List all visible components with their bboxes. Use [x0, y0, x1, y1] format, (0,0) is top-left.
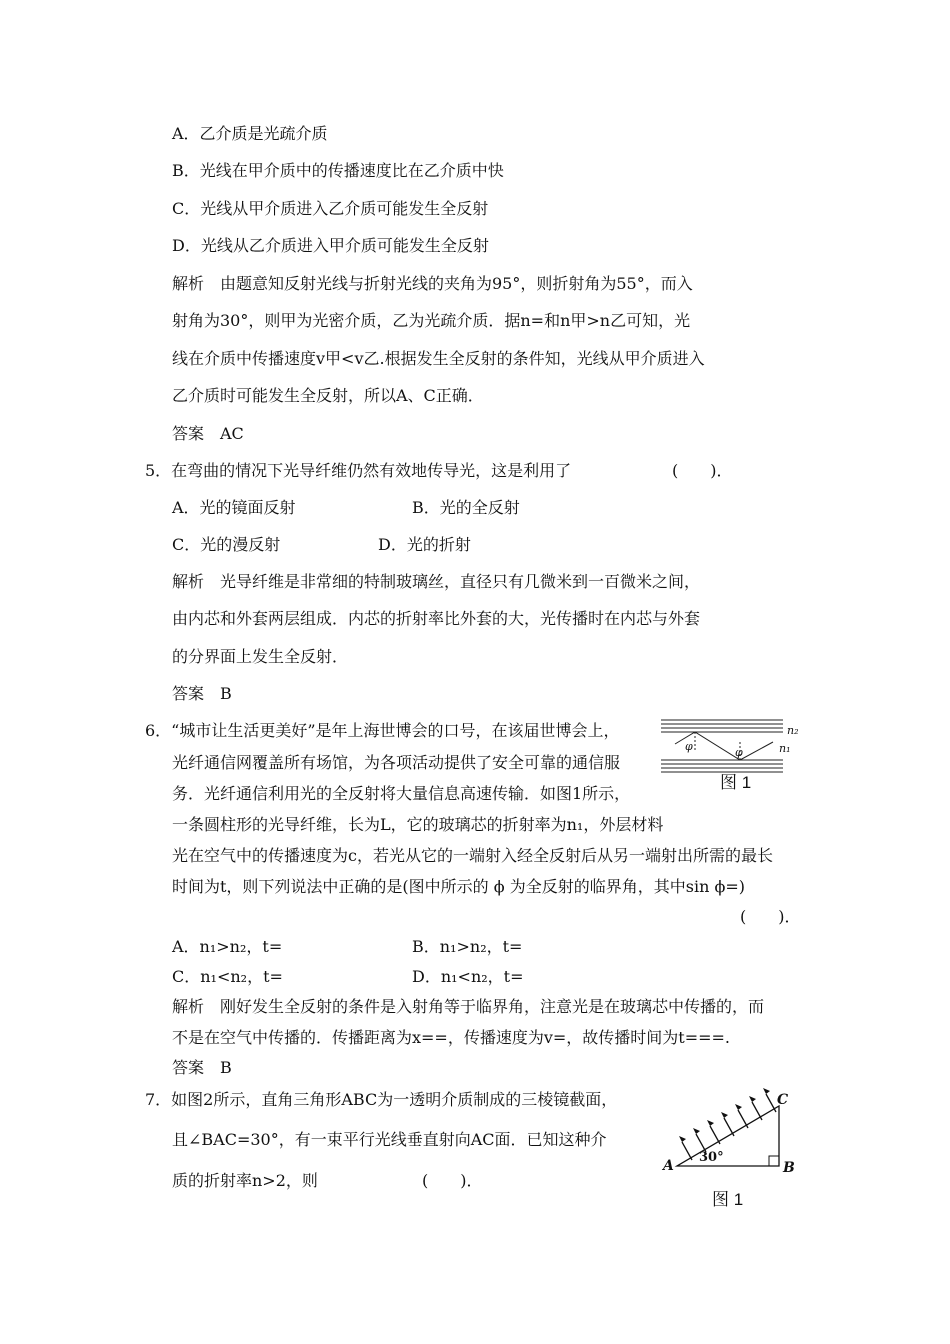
- q6-stem-line: 光纤通信网覆盖所有场馆，为各项活动提供了安全可靠的通信服: [172, 753, 621, 772]
- q4-option-b: B．光线在甲介质中的传播速度比在乙介质中快: [172, 161, 504, 180]
- figure-caption: 图 1: [712, 1190, 744, 1209]
- q7-stem-line: 且∠BAC=30°，有一束平行光线垂直射向AC面．已知这种介: [172, 1130, 607, 1149]
- q7-stem-line: 质的折射率n>2，则: [172, 1171, 318, 1190]
- q5-option-d: D．光的折射: [378, 535, 471, 554]
- q6-analysis-line: 解析 刚好发生全反射的条件是入射角等于临界角，注意光是在玻璃芯中传播的，而: [172, 997, 765, 1016]
- q5-option-c: C．光的漫反射: [172, 535, 281, 554]
- n1-label: n₁: [779, 742, 791, 755]
- q4-option-c: C．光线从甲介质进入乙介质可能发生全反射: [172, 199, 489, 218]
- q6-stem-line: 光在空气中的传播速度为c，若光从它的一端射入经全反射后从另一端射出所需的最长: [172, 846, 773, 865]
- q5-stem: 5．在弯曲的情况下光导纤维仍然有效地传导光，这是利用了: [145, 461, 572, 480]
- q5-analysis-line: 的分界面上发生全反射．: [172, 647, 349, 666]
- q7-stem-line: 7．如图2所示，直角三角形ABC为一透明介质制成的三棱镜截面，: [145, 1090, 618, 1109]
- q6-stem-line: 一条圆柱形的光导纤维，长为L，它的玻璃芯的折射率为n₁，外层材料: [172, 815, 664, 834]
- q5-analysis-line: 解析 光导纤维是非常细的特制玻璃丝，直径只有几微米到一百微米之间，: [172, 572, 701, 591]
- q6-answer-blank: ( )．: [740, 907, 801, 926]
- q6-option-b: B．n₁>n₂，t=: [412, 937, 523, 956]
- q6-stem-line: 时间为t，则下列说法中正确的是(图中所示的 ϕ 为全反射的临界角，其中sin ϕ=): [172, 877, 746, 896]
- q5-option-a: A．光的镜面反射: [172, 498, 296, 517]
- figure-caption: 图 1: [720, 773, 752, 792]
- q6-analysis-line: 不是在空气中传播的．传播距离为x==，传播速度为v=，故传播时间为t===.: [172, 1028, 731, 1047]
- q5-option-b: B．光的全反射: [412, 498, 520, 517]
- vertex-a-label: A: [663, 1158, 674, 1174]
- q6-stem-line: 6．“城市让生活更美好”是年上海世博会的口号，在该届世博会上，: [145, 721, 620, 740]
- q4-analysis-line: 乙介质时可能发生全反射，所以A、C正确．: [172, 386, 484, 405]
- phi-label: φ: [735, 746, 743, 759]
- q6-option-a: A．n₁>n₂，t=: [172, 937, 283, 956]
- phi-label: φ: [685, 740, 693, 753]
- q6-stem-line: 务．光纤通信利用光的全反射将大量信息高速传输．如图1所示，: [172, 784, 631, 803]
- q5-answer: 答案 B: [172, 684, 232, 703]
- prism-figure: [655, 1088, 805, 1180]
- q4-option-a: A．乙介质是光疏介质: [172, 124, 328, 143]
- angle-label: 30°: [699, 1150, 724, 1165]
- q5-analysis-line: 由内芯和外套两层组成．内芯的折射率比外套的大，光传播时在内芯与外套: [172, 609, 701, 628]
- q4-analysis-line: 射角为30°，则甲为光密介质，乙为光疏介质．据n=和n甲>n乙可知，光: [172, 311, 691, 330]
- q4-analysis-line: 线在介质中传播速度v甲<v乙.根据发生全反射的条件知，光线从甲介质进入: [172, 349, 705, 368]
- vertex-c-label: C: [777, 1092, 789, 1108]
- q5-answer-blank: ( )．: [672, 461, 733, 480]
- q4-analysis-line: 解析 由题意知反射光线与折射光线的夹角为95°，则折射角为55°，而入: [172, 274, 693, 293]
- q7-answer-blank: ( )．: [422, 1171, 483, 1190]
- q6-option-d: D．n₁<n₂，t=: [412, 967, 524, 986]
- q4-answer: 答案 AC: [172, 424, 244, 443]
- q4-option-d: D．光线从乙介质进入甲介质可能发生全反射: [172, 236, 489, 255]
- q6-option-c: C．n₁<n₂，t=: [172, 967, 283, 986]
- q6-answer: 答案 B: [172, 1058, 232, 1077]
- n2-label: n₂: [787, 724, 799, 737]
- vertex-b-label: B: [783, 1160, 795, 1176]
